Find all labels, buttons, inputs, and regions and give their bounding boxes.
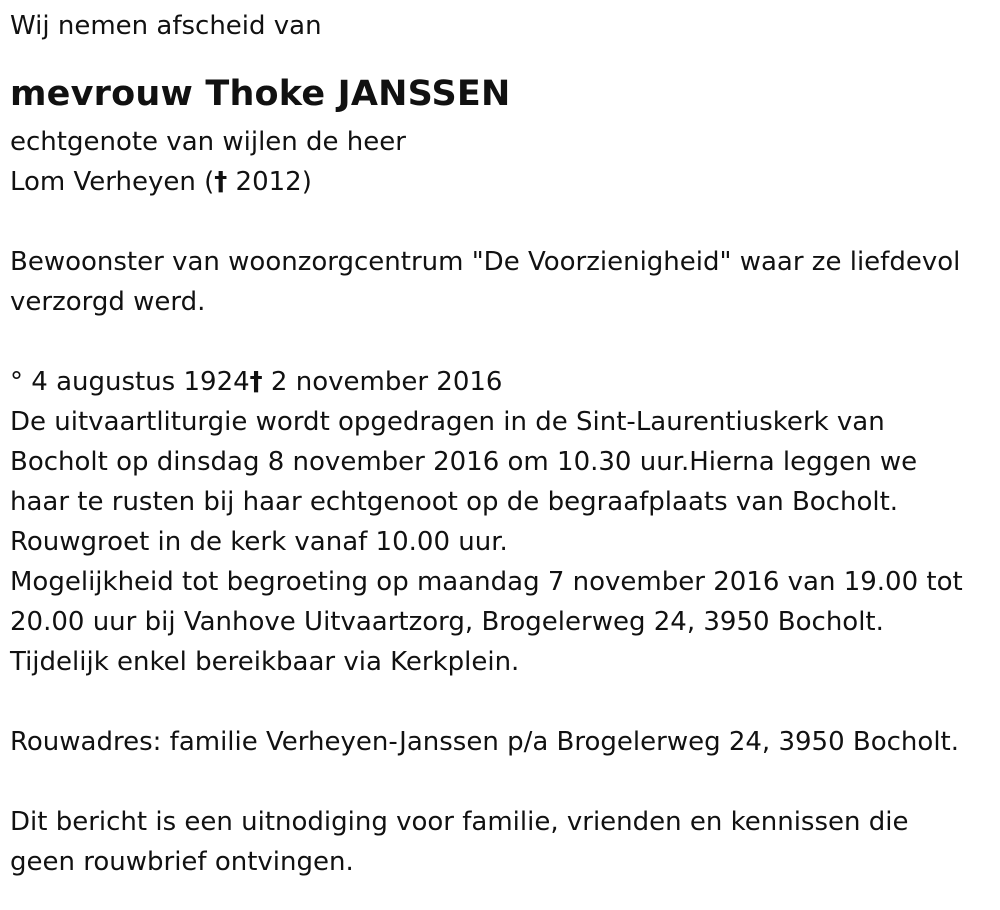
funeral-line: De uitvaartliturgie wordt opgedragen in de Sint-Laurentiuskerk van xyxy=(10,407,885,437)
spouse-death-year: 2012) xyxy=(227,167,312,197)
deceased-name-line xyxy=(10,68,1000,120)
spacer xyxy=(10,682,1000,722)
spacer xyxy=(10,202,1000,242)
cross-icon: † xyxy=(249,367,263,397)
spouse-line-2 xyxy=(10,162,1000,202)
death-date: 2 november 2016 xyxy=(262,367,503,397)
funeral-line: haar te rusten bij haar echtgenoot op de begraafplaats van Bocholt. xyxy=(10,487,899,517)
mourning-address: Rouwadres: familie Verheyen-Janssen p/a Brogelerweg 24, 3950 Bocholt. xyxy=(10,727,959,757)
residence-line-1: Bewoonster van woonzorgcentrum "De Voorzienigheid" waar ze liefdevol xyxy=(10,247,961,277)
funeral-line: Bocholt op dinsdag 8 november 2016 om 10.30 uur.Hierna leggen we xyxy=(10,447,918,477)
funeral-line: Rouwgroet in de kerk vanaf 10.00 uur. xyxy=(10,527,508,557)
spouse-line-1: echtgenote van wijlen de heer xyxy=(10,127,406,157)
residence-line-2: verzorgd werd. xyxy=(10,287,206,317)
intro-text: Wij nemen afscheid van xyxy=(10,11,322,41)
birth-date: ° 4 augustus 1924 xyxy=(10,367,250,397)
spacer xyxy=(10,762,1000,802)
cross-icon: † xyxy=(214,167,228,197)
funeral-line: Mogelijkheid tot begroeting op maandag 7 november 2016 van 19.00 tot xyxy=(10,567,963,597)
funeral-line: 20.00 uur bij Vanhove Uitvaartzorg, Brogelerweg 24, 3950 Bocholt. xyxy=(10,607,884,637)
deceased-name: mevrouw Thoke JANSSEN xyxy=(10,74,511,114)
closing-line-2: geen rouwbrief ontvingen. xyxy=(10,847,354,877)
life-dates xyxy=(10,362,1000,402)
spouse-name: Lom Verheyen ( xyxy=(10,167,215,197)
funeral-line: Tijdelijk enkel bereikbaar via Kerkplein. xyxy=(10,647,520,677)
spacer xyxy=(10,322,1000,362)
closing-line-1: Dit bericht is een uitnodiging voor familie, vrienden en kennissen die xyxy=(10,807,909,837)
